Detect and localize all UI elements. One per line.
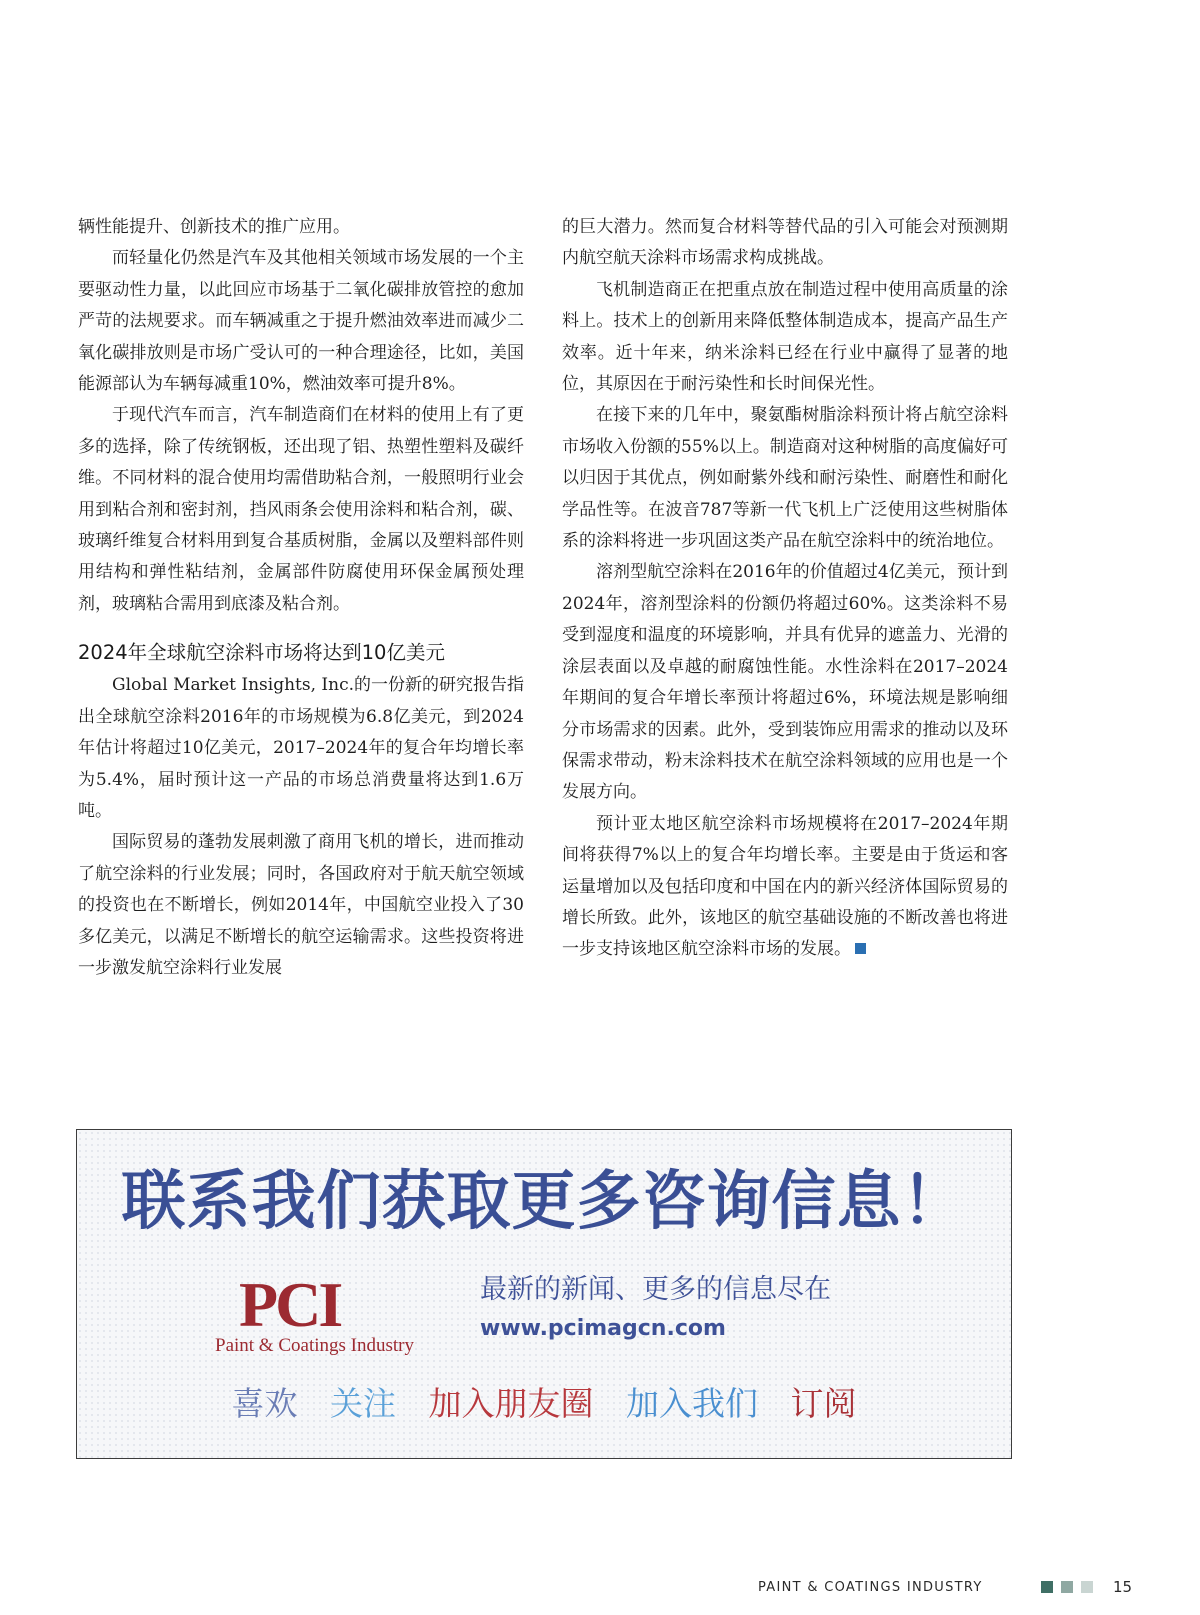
- pci-logo-mark: PCI: [239, 1269, 341, 1340]
- article-left-column: [78, 212, 524, 984]
- join-us-action[interactable]: 加入我们: [626, 1384, 758, 1423]
- footer-square-icon: [1061, 1581, 1073, 1593]
- article-end-mark-icon: [855, 943, 866, 954]
- page-number: 15: [1113, 1578, 1133, 1596]
- ad-headline: 联系我们获取更多咨询信息！: [121, 1165, 967, 1239]
- pci-logo: [215, 1269, 465, 1363]
- paragraph: [562, 809, 1008, 966]
- ad-slogan: 最新的新闻、更多的信息尽在: [480, 1274, 831, 1305]
- follow-action[interactable]: 关注: [330, 1384, 396, 1423]
- paragraph: 飞机制造商正在把重点放在制造过程中使用高质量的涂料上。技术上的创新用来降低整体制造成本，提高产品生产效率。近十年来，纳米涂料已经在行业中赢得了显著的地位，其原因在于耐污染性和长时间保光性。: [562, 279, 1008, 395]
- paragraph-text: 预计亚太地区航空涂料市场规模将在2017–2024年期间将获得7%以上的复合年均增长率。主要是由于货运和客运量增加以及包括印度和中国在内的新兴经济体国际贸易的增长所致。此外，该地区的航空基础设施的不断改善也将进一步支持该地区航空涂料市场的发展。: [562, 813, 1008, 960]
- paragraph: 辆性能提升、创新技术的推广应用。: [78, 217, 350, 237]
- website-link[interactable]: www.pcimagcn.com: [480, 1316, 726, 1341]
- paragraph: 而轻量化仍然是汽车及其他相关领域市场发展的一个主要驱动性力量，以此回应市场基于二氧化碳排放管控的愈加严苛的法规要求。而车辆减重之于提升燃油效率进而减少二氧化碳排放则是市场广受认可的一种合理途径，比如，美国能源部认为车辆每减重10%，燃油效率可提升8%。: [78, 248, 524, 395]
- footer-publication-name: PAINT & COATINGS INDUSTRY: [758, 1580, 983, 1595]
- paragraph: 溶剂型航空涂料在2016年的价值超过4亿美元，预计到2024年，溶剂型涂料的份额仍将超过60%。这类涂料不易受到湿度和温度的环境影响，并具有优异的遮盖力、光滑的涂层表面以及卓越的耐腐蚀性能。水性涂料在2017–2024年期间的复合年增长率预计将超过6%，环境法规是影响细分市场需求的因素。此外，受到装饰应用需求的推动以及环保需求带动，粉末涂料技术在航空涂料领域的应用也是一个发展方向。: [562, 562, 1008, 803]
- paragraph: 国际贸易的蓬勃发展刺激了商用飞机的增长，进而推动了航空涂料的行业发展；同时，各国政府对于航天航空领域的投资也在不断增长，例如2014年，中国航空业投入了30多亿美元，以满足不断增长的航空运输需求。这些投资将进一步激发航空涂料行业发展: [78, 832, 524, 978]
- advertisement-box: [76, 1129, 1012, 1459]
- section-heading: 2024年全球航空涂料市场将达到10亿美元: [78, 641, 445, 665]
- paragraph: 在接下来的几年中，聚氨酯树脂涂料预计将占航空涂料市场收入份额的55%以上。制造商对这种树脂的高度偏好可以归因于其优点，例如耐紫外线和耐污染性、耐磨性和耐化学品性等。在波音787等新一代飞机上广泛使用这些树脂体系的涂料将进一步巩固这类产品在航空涂料中的统治地位。: [562, 405, 1008, 552]
- subscribe-action[interactable]: 订阅: [790, 1384, 857, 1423]
- paragraph: Global Market Insights, Inc.的一份新的研究报告指出全球航空涂料2016年的市场规模为6.8亿美元，到2024年估计将超过10亿美元，2017–2024年的复合年均增长率为5.4%，届时预计这一产品的市场总消费量将达到1.6万吨。: [78, 675, 524, 821]
- like-action[interactable]: 喜欢: [231, 1384, 298, 1423]
- article-right-column: [562, 212, 1008, 966]
- pci-logo-subtitle: Paint & Coatings Industry: [215, 1335, 414, 1356]
- footer-square-icon: [1041, 1581, 1053, 1593]
- footer-square-icon: [1081, 1581, 1093, 1593]
- paragraph: 于现代汽车而言，汽车制造商们在材料的使用上有了更多的选择，除了传统钢板，还出现了铝、热塑性塑料及碳纤维。不同材料的混合使用均需借助粘合剂，一般照明行业会用到粘合剂和密封剂，挡风雨条会使用涂料和粘合剂，碳、玻璃纤维复合材料用到复合基质树脂，金属以及塑料部件则用结构和弹性粘结剂，金属部件防腐使用环保金属预处理剂，玻璃粘合需用到底漆及粘合剂。: [78, 405, 524, 614]
- ad-actions: [77, 1380, 1011, 1428]
- paragraph: 的巨大潜力。然而复合材料等替代品的引入可能会对预测期内航空航天涂料市场需求构成挑战。: [562, 217, 1008, 269]
- join-moments-action[interactable]: 加入朋友圈: [428, 1384, 594, 1423]
